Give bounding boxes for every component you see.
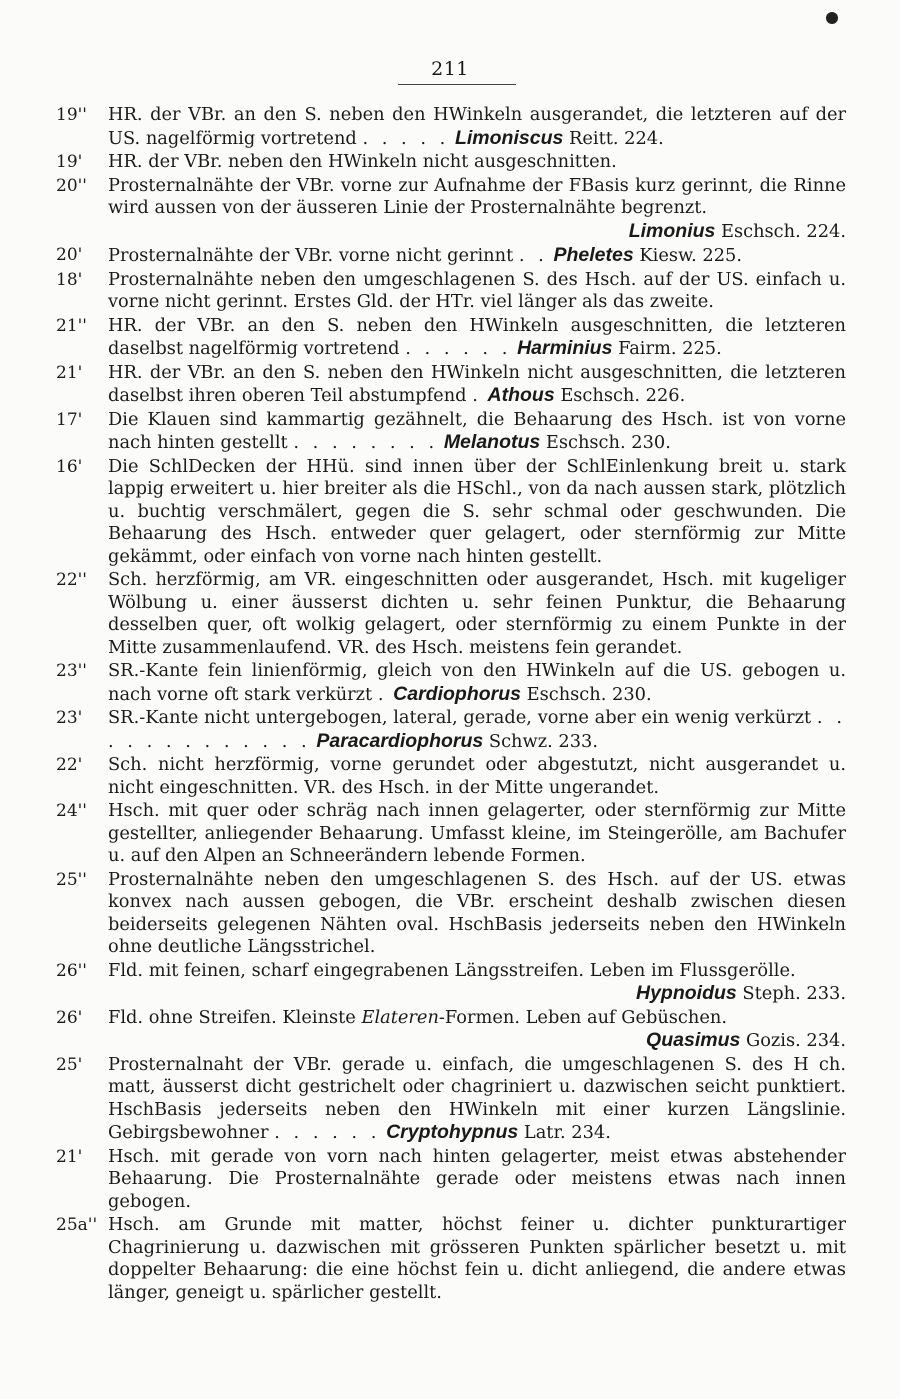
entry-text: HR. der VBr. neben den HWinkeln nicht ausgeschnitten. xyxy=(108,151,617,172)
leader-dots: . . . . . . xyxy=(274,1122,381,1143)
leader-dots: . . . . . . xyxy=(405,338,512,359)
page-number: 211 xyxy=(431,58,469,80)
couplet-number: 20' xyxy=(56,245,83,265)
entry-text: Prosternalnähte der VBr. vorne nicht gerinnt . . Pheletes Kiesw. 225. xyxy=(108,244,742,266)
entry-text: SR.-Kante nicht untergebogen, lateral, gerade, vorne aber ein wenig verkürzt . . . . . . . . . . . . . Paracardiophorus Schwz. 233. xyxy=(108,707,846,752)
couplet-number: 22'' xyxy=(56,570,87,590)
couplet-number: 16' xyxy=(56,456,83,477)
genus-name: Harminius xyxy=(517,337,613,359)
genus-author: Eschsch. 224. xyxy=(721,220,846,242)
leader-dots: . xyxy=(377,683,388,705)
couplet-number: 19'' xyxy=(56,105,87,125)
page-number-rule xyxy=(398,84,516,85)
couplet-number: 20'' xyxy=(56,175,87,196)
leader-dots: . xyxy=(472,385,482,406)
key-entry xyxy=(56,269,846,314)
genus-name: Cryptohypnus xyxy=(386,1121,519,1143)
key-entry xyxy=(56,409,846,455)
couplet-number: 18' xyxy=(56,269,83,290)
leader-dots: . . . . . xyxy=(362,127,450,149)
entry-text: Prosternalnähte der VBr. vorne zur Aufnahme der FBasis kurz gerinnt, die Rinne wird aussen von der äusseren Linie der Prosternalnähte begrenzt. xyxy=(108,174,846,218)
entry-text: Prosternalnähte neben den umgeschlagenen S. des Hsch. auf der US. etwas konvex nach aussen gebogen, die VBr. erscheint deshalb zwischen diesen beiderseits gelegenen Nähten oval. HschBasis jederseits neben den HWinkeln ohne deutliche Längsstrichel. xyxy=(108,868,846,957)
entry-text: Sch. herzförmig, am VR. eingeschnitten oder ausgerandet, Hsch. mit kugeliger Wölbung u. einer äusserst dichten u. sehr feinen Punktur, die Behaarung desselben quer, oft wolkig gelagert, oder sternförmig zu einem Punkte in der Mitte zusammenlaufend. VR. des Hsch. meistens fein gerandet. xyxy=(108,569,846,658)
leader-dots: . . . . . . . . xyxy=(293,432,439,453)
couplet-number: 21' xyxy=(56,362,83,383)
italic-term: Elateren xyxy=(361,1006,439,1028)
key-entry xyxy=(56,569,846,659)
couplet-number: 23' xyxy=(56,708,83,728)
leader-dots: . . . . . . . . . . . . . xyxy=(108,707,846,752)
entry-text: Hsch. mit gerade von vorn nach hinten gelagerter, meist etwas abstehender Behaarung. Die Prosternalnähte gerade oder meistens etwas nach innen gebogen. xyxy=(108,1145,846,1212)
key-entry xyxy=(56,800,846,868)
genus-name: Limoniscus xyxy=(454,126,564,149)
couplet-number: 24'' xyxy=(56,801,87,821)
couplet-number: 22' xyxy=(56,755,83,775)
key-entry xyxy=(56,1054,846,1145)
couplet-number: 23'' xyxy=(56,661,87,681)
genus-author: Schwz. 233. xyxy=(488,730,598,752)
entry-text: HR. der VBr. an den S. neben den HWinkeln ausgerandet, die letzteren auf der US. nagelförmig vortretend . . . . . Limoniscus Reitt. 224. xyxy=(108,104,846,149)
entry-text: Hsch. mit quer oder schräg nach innen gelagerter, oder sternförmig zur Mitte gestellter, anliegender Behaarung. Umfasst kleine, im Steingerölle, am Bachufer u. auf den Alpen an Schneerändern lebende Formen. xyxy=(108,800,846,866)
couplet-number: 25a'' xyxy=(56,1215,98,1235)
genus-author: Steph. 233. xyxy=(742,983,846,1004)
genus-name: Melanotus xyxy=(443,431,541,453)
key-entry xyxy=(56,175,846,244)
key-entry xyxy=(56,1007,846,1053)
entry-text: Hsch. am Grunde mit matter, höchst feiner u. dichter punkturartiger Chagrinierung u. dazwischen mit grösseren Punkten spärlicher besetzt u. mit doppelter Behaarung: die eine höchst fein u. dicht anliegend, die andere etwas länger, geneigt u. spärlicher gestellt. xyxy=(108,1214,846,1303)
key-entry xyxy=(56,315,846,361)
genus-author: Eschsch. 230. xyxy=(526,683,652,705)
entry-text: Die SchlDecken der HHü. sind innen über der SchlEinlenkung breit u. stark lappig erweitert u. hier breiter als die HSchl., von da nach aussen stark, plötzlich u. buchtig verschmälert, gegen die S. sehr schmal oder geschwunden. Die Behaarung des Hsch. entweder quer gelagert, oder sternförmig zur Mitte gekämmt, oder einfach von vorne nach hinten gestellt. xyxy=(108,455,846,567)
couplet-number: 26' xyxy=(56,1007,83,1028)
genus-name: Quasimus xyxy=(646,1029,741,1051)
genus-author: Latr. 234. xyxy=(523,1122,611,1143)
key-entry xyxy=(56,362,846,408)
genus-name: Hypnoidus xyxy=(636,982,737,1004)
couplet-number: 21' xyxy=(56,1146,83,1167)
key-entry xyxy=(56,244,846,268)
genus-name: Paracardiophorus xyxy=(316,729,484,752)
entry-text: Prosternalnaht der VBr. gerade u. einfach, die umgeschlagenen S. des H ch. matt, äusserst dicht gestrichelt oder chagriniert u. dazwischen seicht punktiert. HschBasis jederseits neben den HWinkeln mit einer kurzen Längslinie. Gebirgsbewohner . . . . . . Cryptohypnus Latr. 234. xyxy=(108,1053,846,1143)
key-entry xyxy=(56,707,846,753)
key-entry xyxy=(56,104,846,150)
genus-author: Eschsch. 230. xyxy=(545,432,671,453)
genus-name: Limonius xyxy=(628,219,716,242)
key-entry xyxy=(56,456,846,569)
entry-text: Die Klauen sind kammartig gezähnelt, die Behaarung des Hsch. ist von vorne nach hinten gestellt . . . . . . . . Melanotus Eschsch. 230. xyxy=(108,408,846,453)
genus-author: Gozis. 234. xyxy=(746,1030,846,1051)
couplet-number: 19' xyxy=(56,152,83,172)
ink-speck xyxy=(826,12,838,24)
genus-author: Fairm. 225. xyxy=(618,338,722,359)
entry-text: HR. der VBr. an den S. neben den HWinkeln nicht ausgeschnitten, die letzteren daselbst ihren oberen Teil abstumpfend . Athous Eschsch. 226. xyxy=(108,361,846,406)
couplet-number: 21'' xyxy=(56,315,87,336)
genus-line xyxy=(108,220,846,244)
leader-dots: . . xyxy=(518,245,548,266)
entry-text: HR. der VBr. an den S. neben den HWinkeln ausgeschnitten, die letzteren daselbst nagelförmig vortretend . . . . . . Harminius Fairm. 225. xyxy=(108,314,846,359)
key-entry xyxy=(56,869,846,959)
genus-name: Athous xyxy=(487,384,555,406)
genus-author: Reitt. 224. xyxy=(568,127,664,149)
key-entry xyxy=(56,754,846,799)
genus-author: Eschsch. 226. xyxy=(560,385,686,406)
entry-text: Sch. nicht herzförmig, vorne gerundet oder abgestutzt, nicht ausgerandet u. nicht eingeschnitten. VR. des Hsch. in der Mitte ungerandet. xyxy=(108,754,846,798)
entry-text: SR.-Kante fein linienförmig, gleich von den HWinkeln auf die US. gebogen u. nach vorne oft stark verkürzt . Cardiophorus Eschsch. 230. xyxy=(108,660,846,705)
key-entry xyxy=(56,151,846,174)
entry-text: Prosternalnähte neben den umgeschlagenen S. des Hsch. auf der US. einfach u. vorne nicht gerinnt. Erstes Gld. der HTr. viel länger als das zweite. xyxy=(108,268,846,312)
genus-line xyxy=(108,1029,846,1053)
key-entry xyxy=(56,1146,846,1214)
key-entry xyxy=(56,1214,846,1304)
couplet-number: 25' xyxy=(56,1054,83,1075)
key-entries xyxy=(56,104,846,1305)
entry-text: Fld. ohne Streifen. Kleinste Elateren-Formen. Leben auf Gebüschen. xyxy=(108,1006,727,1028)
genus-name: Cardiophorus xyxy=(393,682,521,705)
key-entry xyxy=(56,660,846,706)
couplet-number: 25'' xyxy=(56,869,87,890)
couplet-number: 26'' xyxy=(56,960,87,981)
genus-line xyxy=(108,982,846,1006)
key-entry xyxy=(56,960,846,1006)
genus-name: Pheletes xyxy=(553,244,634,266)
couplet-number: 17' xyxy=(56,409,83,430)
genus-author: Kiesw. 225. xyxy=(639,245,742,266)
entry-text: Fld. mit feinen, scharf eingegrabenen Längsstreifen. Leben im Flussgerölle. xyxy=(108,959,796,981)
